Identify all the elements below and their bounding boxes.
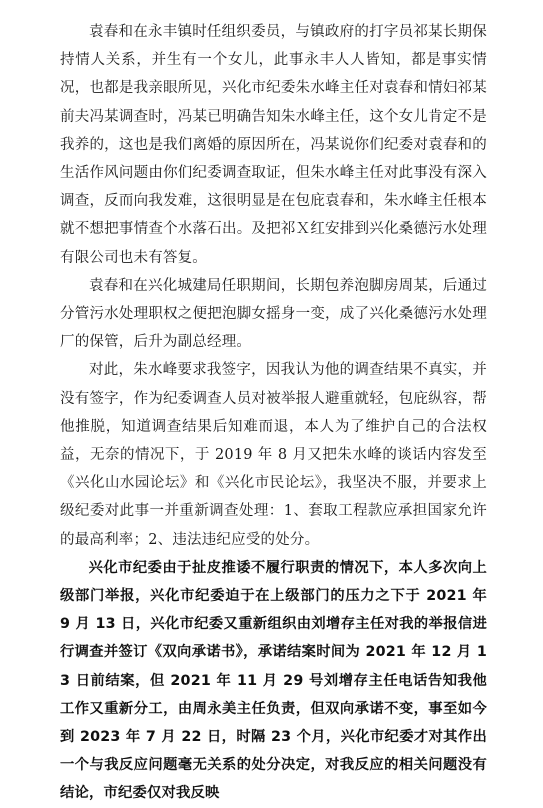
paragraph-3: 对此，朱水峰要求我签字，因我认为他的调查结果不真实，并没有签字，作为纪委调查人员对被举报人避重就轻，包庇纵容，帮他推脱，知道调查结果后知难而退，本人为了维护自己的合法权益，无奈的情况下，于 2019 年 8 月又把朱水峰的谈话内容发至《兴化山水园论坛》和《兴化市民论坛》，我坚决不服，并要求上级纪委对此事一并重新调查处理：1、套取工程款应承担国家允许的最高利率；2、违法违纪应受的处分。 [60,362,487,548]
paragraph-4: 兴化市纪委由于扯皮推诿不履行职责的情况下，本人多次向上级部门举报，兴化市纪委迫于在上级部门的压力之下于 2021 年 9 月 13 日，兴化市纪委又重新组织由刘增存主任对我的举报信进行调查并签订《双向承诺书》，承诺结案时间为 2021 年 12 月 13 日前结案，但 2021 年 11 月 29 号刘增存主任电话告知我他工作又重新分工，由周永美主任负责，但双向承诺不变，事至如今到 2023 年 7 月 22 日，时隔 23 个月，兴化市纪委才对其作出一个与我反应问题毫无关系的处分决定，对我反应的相关问题没有结论，市纪委仅对我反映 [60,559,487,802]
paragraph-1: 袁春和在永丰镇时任组织委员，与镇政府的打字员祁某长期保持情人关系，并生有一个女儿，此事永丰人人皆知，都是事实情况，也都是我亲眼所见，兴化市纪委朱水峰主任对袁春和情妇祁某前夫冯某调查时，冯某已明确告知朱水峰主任，这个女儿肯定不是我养的，这也是我们离婚的原因所在，冯某说你们纪委对袁春和的生活作风问题由你们纪委调查取证，但朱水峰主任对此事没有深入调查，反而向我发难，这很明显是在包庇袁春和，朱水峰主任根本就不想把事情查个水落石出。及把祁Ｘ红安排到兴化桑德污水处理有限公司也未有答复。 [60,24,487,266]
paragraph-2: 袁春和在兴化城建局任职期间，长期包养泡脚房周某，后通过分管污水处理职权之便把泡脚女摇身一变，成了兴化桑德污水处理厂的保管，后升为副总经理。 [60,277,487,351]
